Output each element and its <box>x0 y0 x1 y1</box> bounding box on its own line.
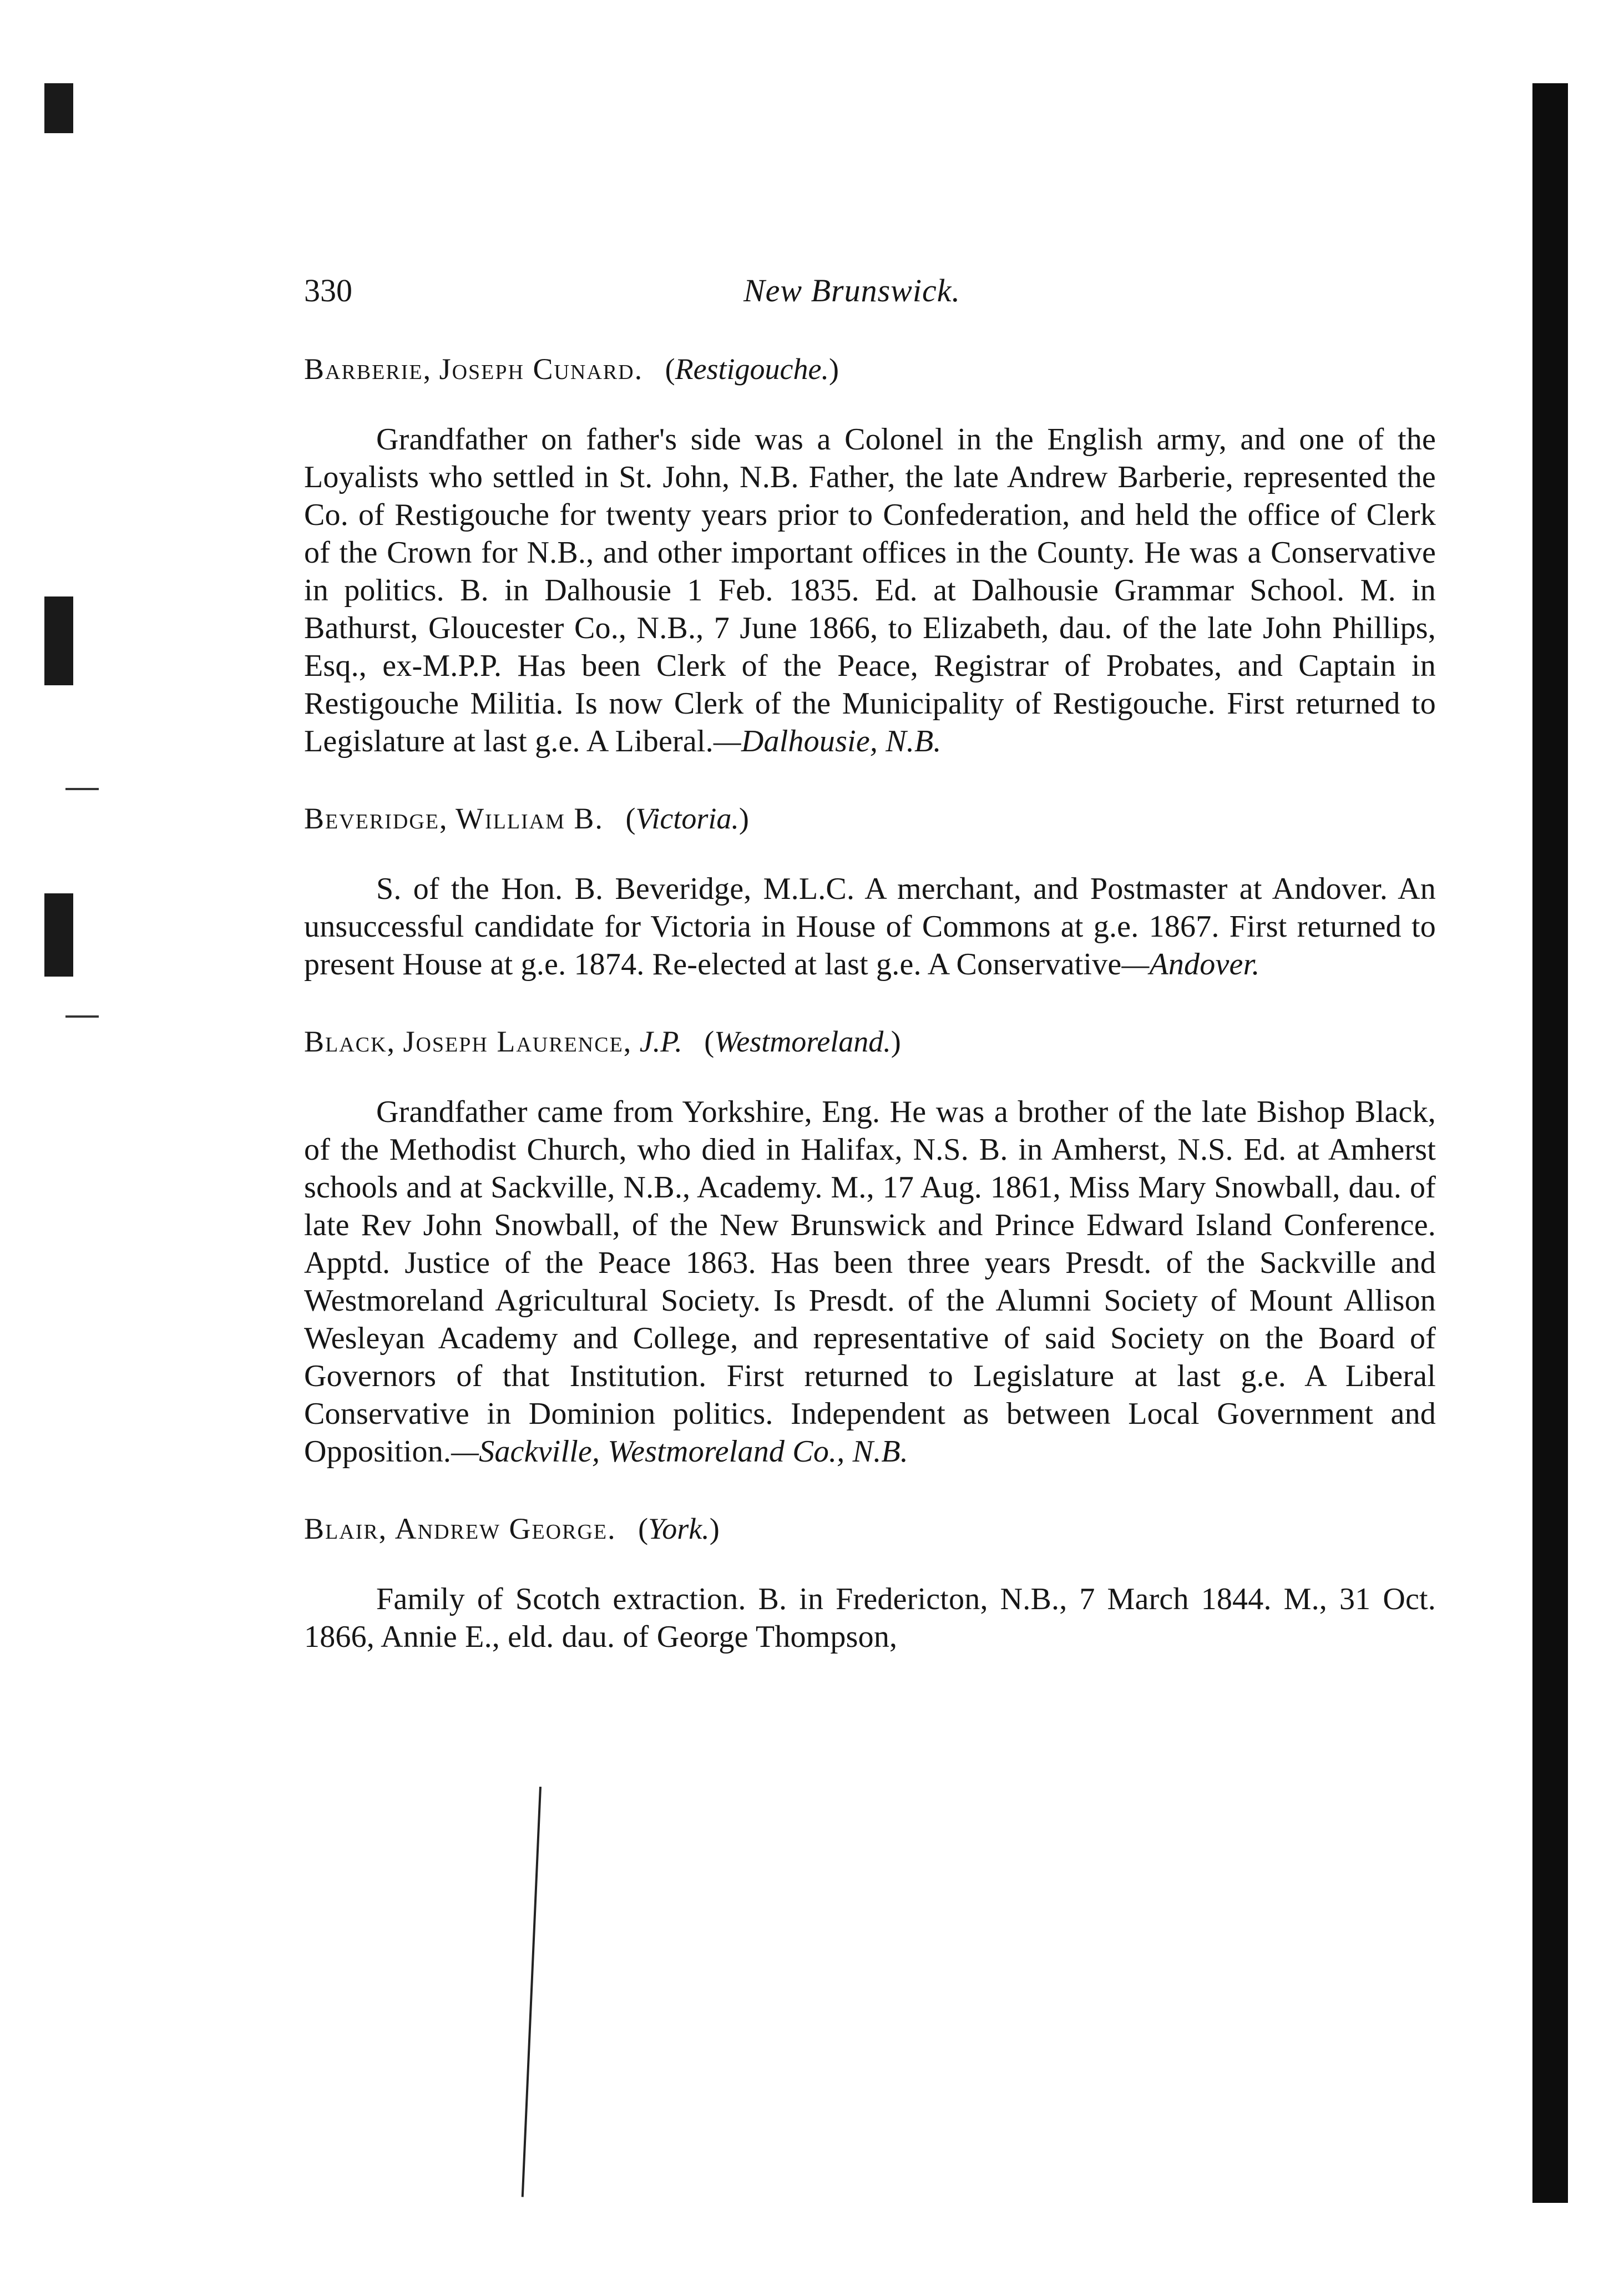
entry-residence: —Andover. <box>1121 947 1260 982</box>
entry-given-names: Andrew George. <box>394 1512 616 1545</box>
binding-ruling <box>65 1015 99 1018</box>
binding-ruling <box>65 788 99 790</box>
entry-surname: Beveridge, <box>304 802 448 835</box>
biography-entry <box>304 1022 1436 1470</box>
entry-residence: —Dalhousie, N.B. <box>713 724 942 759</box>
entries <box>304 350 1436 1695</box>
scan-edge-shadow <box>1532 83 1568 2203</box>
running-title: New Brunswick. <box>743 272 960 309</box>
entry-heading: Beveridge, William B. (Victoria.) <box>304 802 749 835</box>
entry-surname: Black, <box>304 1025 396 1058</box>
entry-heading: Black, Joseph Laurence, J.P. (Westmoreland.) <box>304 1025 901 1058</box>
page-number: 330 <box>304 272 352 309</box>
binding-mark <box>44 893 73 977</box>
biography-entry <box>304 799 1436 983</box>
entry-body: S. of the Hon. B. Beveridge, M.L.C. A merchant, and Postmaster at Andover. An unsuccessful candidate for Victoria in House of Commons at g.e. 1867. First returned to present House at g.e. 1874. Re-elected at last g.e. A Conservative <box>304 872 1436 982</box>
pencil-line <box>522 1787 542 2197</box>
biography-entry <box>304 1509 1436 1656</box>
entry-heading: Barberie, Joseph Cunard. (Restigouche.) <box>304 352 839 386</box>
biography-entry <box>304 350 1436 760</box>
entry-riding: Restigouche. <box>675 352 829 386</box>
entry-riding: Westmoreland. <box>714 1025 891 1058</box>
entry-riding: York. <box>648 1512 710 1545</box>
binding-mark <box>44 83 73 133</box>
entry-heading: Blair, Andrew George. (York.) <box>304 1512 720 1545</box>
running-head <box>304 272 1436 316</box>
entry-given-names: Joseph Cunard. <box>439 352 644 386</box>
entry-body: Grandfather on father's side was a Colonel in the English army, and one of the Loyalists who settled in St. John, N.B. Father, the late Andrew Barberie, represented the Co. of Restigouche for twenty years prior to Confederation, and held the office of Clerk of the Crown for N.B., and other important offices in the County. He was a Conservative in politics. B. in Dalhousie 1 Feb. 1835. Ed. at Dalhousie Grammar School. M. in Bathurst, Gloucester Co., N.B., 7 June 1866, to Elizabeth, dau. of the late John Phillips, Esq., ex-M.P.P. Has been Clerk of the Peace, Registrar of Probates, and Captain in Restigouche Militia. Is now Clerk of the Municipality of Restigouche. First returned to Legislature at last g.e. A Liberal. <box>304 422 1436 759</box>
entry-text <box>304 1093 1436 1470</box>
entry-body: Grandfather came from Yorkshire, Eng. He was a brother of the late Bishop Black, of the Methodist Church, who died in Halifax, N.S. B. in Amherst, N.S. Ed. at Amherst schools and at Sackville, N.B., Academy. M., 17 Aug. 1861, Miss Mary Snowball, dau. of late Rev John Snowball, of the New Brunswick and Prince Edward Island Conference. Apptd. Justice of the Peace 1863. Has been three years Presdt. of the Sackville and Westmoreland Agricultural Society. Is Presdt. of the Alumni Society of Mount Allison Wesleyan Academy and College, and representative of said Society on the Board of Governors of that Institution. First returned to Legislature at last g.e. A Liberal Conservative in Dominion politics. Independent as between Local Government and Opposition. <box>304 1095 1436 1469</box>
entry-riding: Victoria. <box>635 802 739 835</box>
entry-given-names: William B. <box>455 802 604 835</box>
entry-given-names: Joseph Laurence, <box>403 1025 633 1058</box>
entry-title: J.P. <box>639 1025 682 1058</box>
entry-body: Family of Scotch extraction. B. in Fredericton, N.B., 7 March 1844. M., 31 Oct. 1866, Annie E., eld. dau. of George Thompson, <box>304 1582 1436 1654</box>
entry-text <box>304 870 1436 983</box>
entry-residence: —Sackville, Westmoreland Co., N.B. <box>451 1434 909 1469</box>
binding-mark <box>44 596 73 685</box>
entry-text <box>304 1580 1436 1656</box>
entry-text <box>304 421 1436 760</box>
entry-surname: Blair, <box>304 1512 388 1545</box>
entry-surname: Barberie, <box>304 352 432 386</box>
